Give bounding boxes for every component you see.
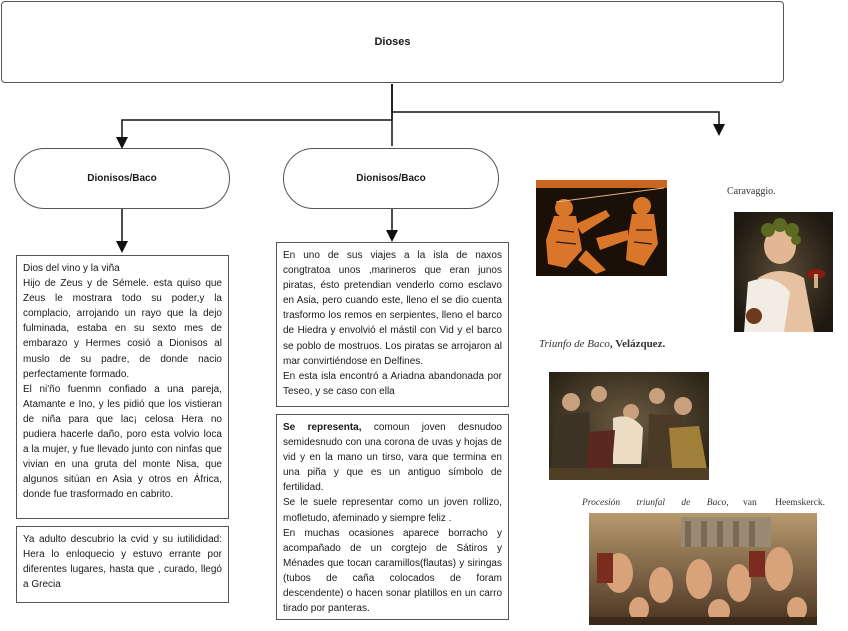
caption-caravaggio: Caravaggio. xyxy=(727,186,776,197)
middle-rep-first-text: comoun joven desnudoo semidesnudo con una corona de uvas y hojas de vid y en la mano un tirso, vara que termina en una piña y que es un antiguo símbolo de fertilidad. xyxy=(283,422,502,494)
title-box xyxy=(1,1,784,83)
caption-procesion xyxy=(582,498,825,508)
heemskerck-image xyxy=(589,513,817,625)
middle-representation-box xyxy=(276,414,509,620)
caption-triunfo xyxy=(539,338,665,350)
caption-triunfo-title: Triunfo de Baco xyxy=(539,338,610,350)
middle-story-para-2: En esta isla encontró a Ariadna abandonada por Teseo, y se caso con ella xyxy=(283,370,502,397)
left-adult-box xyxy=(16,526,229,603)
left-node-pill xyxy=(14,148,230,209)
middle-story-para-1: En uno de sus viajes a la isla de naxos congtratoa unos ,marineros que eran junos piratas, ésto pretendian venderlo como esclavo en Asia, pero cuando este, lleno el se dio cuenta trasformo los remos en serpientes, lleno el barco de Hiedra y envolvió el mástil con Vid y el barco se poblo de mostruos. Los piratas se arrojaron al mar convirtiéndose en Delfines. xyxy=(283,250,502,367)
left-desc-para-2: Hijo de Zeus y de Sémele. esta quiso que Zeus le mostrara todo su poder,y la complacio, arrojando un rayo que la dejo fulminada, estaba en su sexto mes de embarazo y Hermes cosió a Dionisos al muslo de su padre, de donde nacio perfectamente formado. xyxy=(23,278,222,380)
left-adult-text: Ya adulto descubrio la cvid y su iutilididad: Hera lo enloquecio y estuvo errante por diferentes lugares, hasta que , curado, llegó a Grecia xyxy=(23,534,222,591)
caption-procesion-title: Procesión triunfal de Baco, xyxy=(582,498,729,508)
left-description-box xyxy=(16,255,229,519)
connector-title-to-left xyxy=(122,84,392,143)
caption-procesion-author: van Heemskerck. xyxy=(743,498,825,508)
caravaggio-image xyxy=(734,212,833,332)
middle-rep-bold-lead: Se representa, xyxy=(283,422,362,433)
middle-node-label: Dionisos/Baco xyxy=(356,173,426,184)
title-text: Dioses xyxy=(374,36,411,48)
left-desc-para-3: El ni'ño fuenmn confiado a una pareja, Atamante e Ino, y les pidió que los vistieran de niña para que lac¡ celosa Hera no pudiera hacerle daño, poro esta volvio loca a la mujer, y fue llevado junto con ninfas que vivian en una gruta del monte Nisa, que algunos sitúan en Asia y otros en África, donde fue trasformado en cabrito. xyxy=(23,383,222,501)
middle-rep-para-1 xyxy=(283,420,502,495)
middle-rep-para-2: Se le suele representar como un joven rollizo, mofletudo, afeminado y siempre feliz . xyxy=(283,497,502,524)
left-desc-line-1: Dios del vino y la viña xyxy=(23,263,120,274)
connector-title-to-right xyxy=(392,84,719,130)
middle-rep-para-3: En muchas ocasiones aparece borracho y acompañado de un corgtejo de Sátiros y Ménades que tocan caramillos(flautas) y siringas (tubos de caña colocados de foram descendente) o hacen sonar platillos en un carro tirado por panteras. xyxy=(283,527,502,615)
middle-node-pill xyxy=(283,148,499,209)
greek-vase-image xyxy=(536,180,667,276)
middle-story-box xyxy=(276,242,509,407)
caption-triunfo-author: , Velázquez. xyxy=(609,338,666,350)
left-node-label: Dionisos/Baco xyxy=(87,173,157,184)
velazquez-image xyxy=(549,372,709,480)
